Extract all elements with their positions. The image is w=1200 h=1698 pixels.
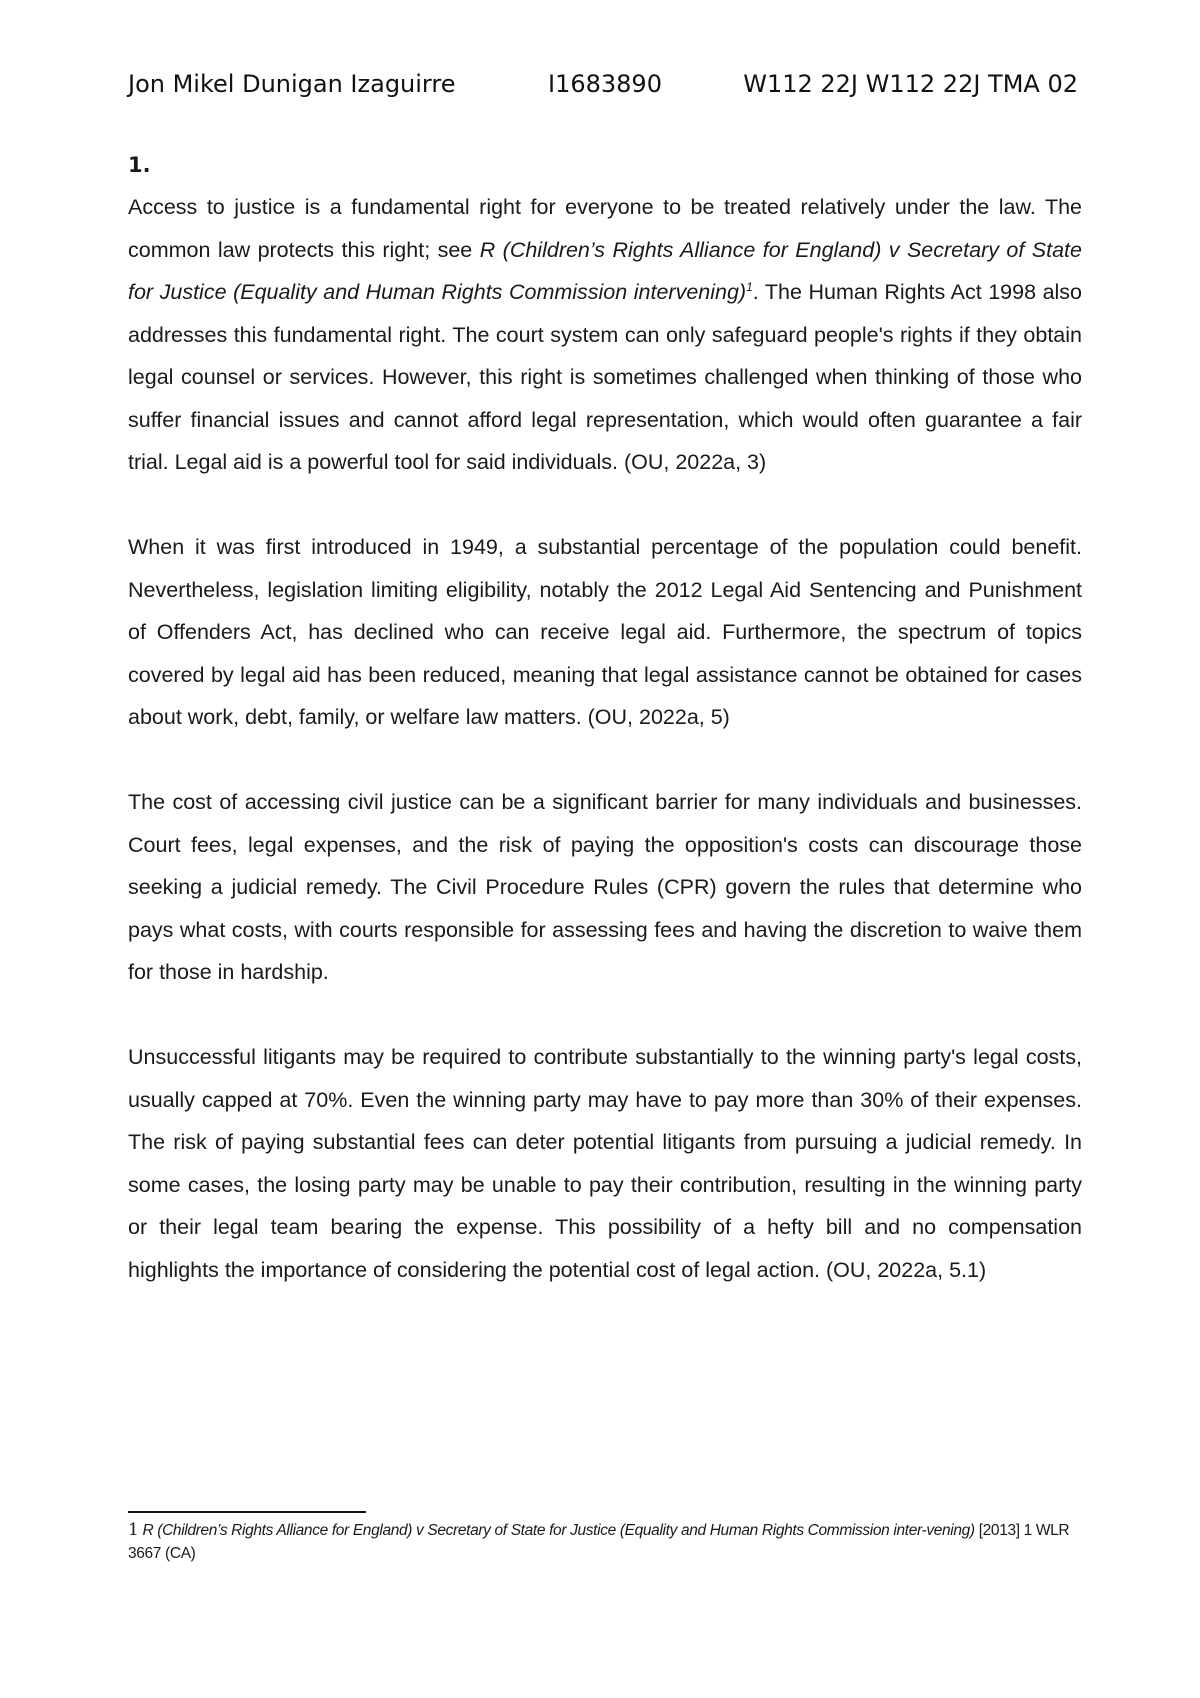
paragraph-1 [128, 186, 1082, 484]
case-citation: R (Children’s Rights Alliance for England) v Secretary of State for Justice (Equality and Human Rights Commission intervening) [128, 237, 1082, 304]
footnote-number: 1 [128, 1520, 139, 1540]
student-id: I1683890 [548, 70, 662, 98]
paragraph-2: When it was first introduced in 1949, a substantial percentage of the population could benefit. Nevertheless, legislation limiting eligibility, notably the 2012 Legal Aid Sentencing and Punishment of Offenders Act, has declined who can receive legal aid. Furthermore, the spectrum of topics covered by legal aid has been reduced, meaning that legal assistance cannot be obtained for cases about work, debt, family, or welfare law matters. (OU, 2022a, 5) [128, 535, 1082, 729]
footnote-reference[interactable]: 1 [746, 279, 753, 294]
paragraph-1-end: . The Human Rights Act 1998 also addresses this fundamental right. The court system can only safeguard people's rights if they obtain legal counsel or services. However, this right is sometimes challenged when thinking of those who suffer financial issues and cannot afford legal representation, which would often guarantee a fair trial. Legal aid is a powerful tool for said individuals. (OU, 2022a, 3) [128, 280, 1083, 474]
author-name: Jon Mikel Dunigan Izaguirre [128, 70, 456, 98]
footnote [128, 1519, 1082, 1565]
paragraph-4: Unsuccessful litigants may be required to contribute substantially to the winning party's legal costs, usually capped at 70%. Even the winning party may have to pay more than 30% of their expenses. The risk of paying substantial fees can deter potential litigants from pursuing a judicial remedy. In some cases, the losing party may be unable to pay their contribution, resulting in the winning party or their legal team bearing the expense. This possibility of a hefty bill and no compensation highlights the importance of considering the potential cost of legal action. (OU, 2022a, 5.1) [128, 1045, 1082, 1282]
course-code: W112 22J W112 22J TMA 02 [743, 70, 1078, 98]
footnote-separator [128, 1511, 366, 1513]
paragraph-1-start: Access to justice is a fundamental right for everyone to be treated relatively under the law. The common law protects this right; see [128, 195, 1082, 262]
question-number: 1. [128, 153, 151, 177]
page-header [128, 70, 1078, 106]
body-text [128, 147, 1082, 1291]
footnote-case: R (Children’s Rights Alliance for England) v Secretary of State for Justice (Equality and Human Rights Commission inter-vening) [142, 1522, 975, 1539]
paragraph-3: The cost of accessing civil justice can be a significant barrier for many individuals and businesses. Court fees, legal expenses, and the risk of paying the opposition's costs can discourage those seeking a judicial remedy. The Civil Procedure Rules (CPR) govern the rules that determine who pays what costs, with courts responsible for assessing fees and having the discretion to waive them for those in hardship. [128, 790, 1082, 984]
footnote-citation: [2013] 1 WLR 3667 (CA) [128, 1522, 1070, 1562]
